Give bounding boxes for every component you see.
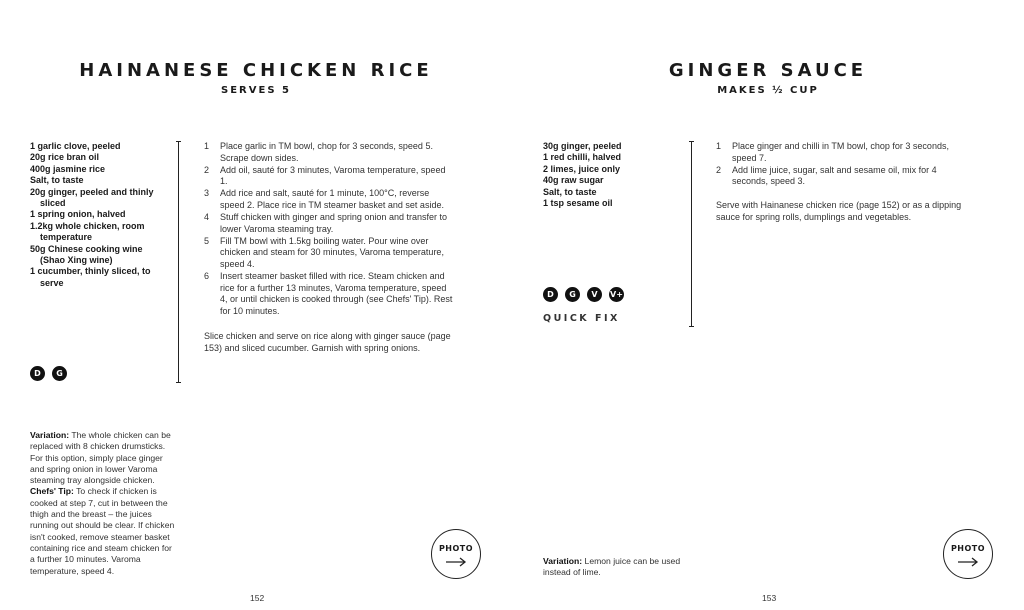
ingredient-item: 1 garlic clove, peeled: [30, 141, 121, 151]
step-text: Add rice and salt, sauté for 1 minute, 100°C, reverse speed 2. Place rice in TM steamer basket and set aside.: [220, 188, 444, 210]
photo-button[interactable]: [431, 529, 481, 579]
diet-badge-icon: G: [52, 366, 67, 381]
step-text: Fill TM bowl with 1.5kg boiling water. Pour wine over chicken and steam for 30 minutes, Varoma temperature, speed 4.: [220, 235, 444, 269]
ingredient-item: Salt, to taste: [30, 175, 84, 186]
step-text: Add oil, sauté for 3 minutes, Varoma temperature, speed 1.: [220, 164, 446, 187]
chefs-tip-label: Chefs' Tip:: [30, 486, 74, 497]
page-number: 153: [762, 593, 777, 603]
diet-badge-icon: V+: [609, 287, 624, 302]
variation-and-tip: [30, 430, 175, 577]
ingredient-item: Salt, to taste: [543, 186, 597, 197]
sauce-variation-text: Lemon juice can be used instead of lime.: [543, 556, 681, 578]
method-step: [204, 212, 454, 235]
recipe-serves: SERVES 5: [221, 85, 291, 96]
page-number: 152: [250, 593, 265, 603]
right-arrow-icon: [445, 557, 467, 567]
sauce-serving-note: Serve with Hainanese chicken rice (page 152) or as a dipping sauce for spring rolls, dumplings and vegetables.: [716, 200, 962, 222]
sauce-photo-button[interactable]: [943, 529, 993, 579]
ingredient-item: 1 red chilli, halved: [543, 152, 622, 163]
serving-note: Slice chicken and serve on rice along with ginger sauce (page 153) and sliced cucumber. Garnish with spring onions.: [204, 331, 451, 353]
ingredient-item: 1.2kg whole chicken, room temperature: [30, 220, 145, 243]
method-step: [204, 271, 454, 317]
sauce-ingredients-list: [543, 141, 678, 209]
ingredient-item: 20g rice bran oil: [30, 152, 100, 163]
quick-fix-label: QUICK FIX: [543, 313, 620, 324]
right-arrow-icon: [957, 557, 979, 567]
right-page: [512, 0, 1024, 610]
ingredient-item: 40g raw sugar: [543, 175, 604, 186]
method-step: [204, 188, 454, 211]
step-number: 1: [204, 141, 210, 151]
diet-badge-icon: D: [30, 366, 45, 381]
diet-badge-icon: D: [543, 287, 558, 302]
sauce-dietary-badges: [543, 287, 624, 302]
sauce-title: GINGER SAUCE: [668, 60, 868, 81]
sauce-variation: [543, 556, 693, 579]
step-text: Place ginger and chilli in TM bowl, chop for 3 seconds, speed 7.: [732, 141, 949, 163]
sauce-method-steps: [716, 141, 966, 188]
step-text: Stuff chicken with ginger and spring onion and transfer to lower Varoma steaming tray.: [220, 212, 447, 234]
ingredient-item: 20g ginger, peeled and thinly sliced: [30, 186, 154, 209]
method-step: [716, 165, 966, 188]
step-number: 1: [716, 141, 722, 151]
method-steps: [204, 141, 454, 318]
ingredient-item: 1 tsp sesame oil: [543, 198, 613, 209]
chefs-tip-text: To check if chicken is cooked at step 7, cut in between the thigh and the breast – the juices running out should be clear. If chicken isn't cooked, remove steamer basket containing rice and steam chicken for a further 10 minutes. Varoma temperature, speed 4.: [30, 486, 175, 576]
ingredient-item: 2 limes, juice only: [543, 163, 621, 174]
variation-text: The whole chicken can be replaced with 8 chicken drumsticks. For this option, simply place ginger and spring onion in lower Varoma steaming tray alongside chicken.: [30, 430, 171, 486]
method-step: [204, 141, 454, 164]
ingredient-item: 400g jasmine rice: [30, 163, 106, 174]
step-text: Add lime juice, sugar, salt and sesame oil, mix for 4 seconds, speed 3.: [732, 164, 937, 187]
ingredient-item: 1 spring onion, halved: [30, 209, 126, 220]
ingredients-list: [30, 141, 165, 289]
step-number: 4: [204, 212, 210, 223]
divider-line: [178, 141, 179, 383]
ingredient-item: 30g ginger, peeled: [543, 141, 622, 151]
diet-badge-icon: V: [587, 287, 602, 302]
step-number: 6: [204, 271, 210, 282]
sauce-divider-line: [691, 141, 692, 327]
method-step: [204, 165, 454, 188]
photo-label: PHOTO: [438, 543, 474, 553]
step-text: Place garlic in TM bowl, chop for 3 seconds, speed 5. Scrape down sides.: [220, 141, 433, 163]
step-number: 2: [716, 164, 722, 175]
sauce-variation-label: Variation:: [543, 556, 583, 566]
step-text: Insert steamer basket filled with rice. Steam chicken and rice for a further 13 minutes, Varoma temperature, speed 4, or until chicken is cooked through (see Chefs' Tip). Rest for 10 minutes.: [220, 271, 453, 316]
method-step: [716, 141, 966, 164]
dietary-badges: [30, 366, 67, 381]
ingredient-item: 1 cucumber, thinly sliced, to serve: [30, 266, 151, 288]
recipe-title: HAINANESE CHICKEN RICE: [79, 60, 433, 81]
sauce-photo-label: PHOTO: [950, 543, 986, 553]
method-step: [204, 236, 454, 271]
step-number: 2: [204, 164, 210, 175]
variation-label: Variation:: [30, 430, 70, 440]
step-number: 5: [204, 235, 210, 246]
ingredient-item: 50g Chinese cooking wine (Shao Xing wine): [30, 243, 143, 266]
sauce-yield: MAKES ½ CUP: [717, 85, 819, 96]
step-number: 3: [204, 188, 210, 199]
diet-badge-icon: G: [565, 287, 580, 302]
